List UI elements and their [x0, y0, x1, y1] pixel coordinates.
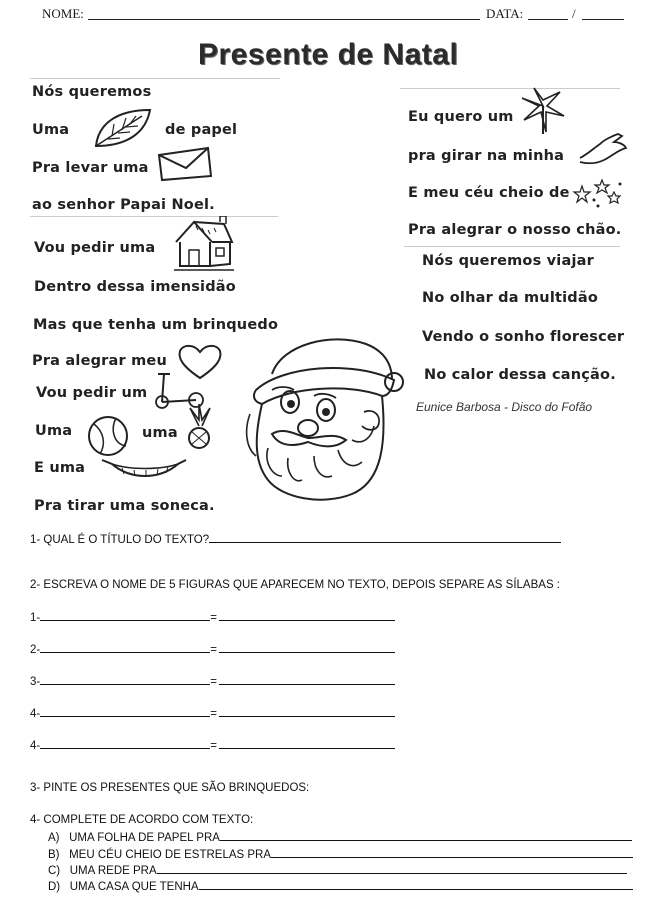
- divider: [30, 216, 278, 217]
- equals-sign: =: [210, 644, 217, 656]
- item-letter: C): [48, 865, 61, 877]
- question-4-item-c: [48, 863, 627, 877]
- equals-sign: =: [210, 612, 217, 624]
- question-2-item: [30, 674, 395, 688]
- divider: [30, 78, 280, 79]
- syllables-blank[interactable]: [219, 706, 395, 717]
- name-label: NOME:: [42, 6, 84, 21]
- date-label: DATA:: [486, 6, 524, 21]
- verse-line: Pra alegrar o nosso chão.: [408, 222, 622, 238]
- answer-b-blank[interactable]: [271, 847, 633, 858]
- divider: [404, 246, 620, 247]
- verse-line: No calor dessa canção.: [424, 367, 616, 383]
- ball-icon: [86, 414, 130, 458]
- item-text: UMA CASA QUE TENHA: [69, 881, 199, 893]
- item-number: 2-: [30, 644, 41, 656]
- question-1: [30, 532, 561, 546]
- question-4-item-b: [48, 847, 633, 861]
- syllables-blank[interactable]: [219, 738, 395, 749]
- equals-sign: =: [210, 708, 217, 720]
- figure-name-blank[interactable]: [40, 706, 210, 717]
- syllables-blank[interactable]: [219, 642, 395, 653]
- verse-line: Pra tirar uma soneca.: [34, 498, 215, 514]
- leaf-icon: [92, 106, 154, 150]
- header: [42, 4, 622, 22]
- verse-line: Vou pedir uma: [34, 240, 156, 256]
- equals-sign: =: [210, 740, 217, 752]
- verse-line: Nós queremos viajar: [422, 253, 594, 269]
- item-number: 3-: [30, 676, 41, 688]
- figure-name-blank[interactable]: [40, 738, 210, 749]
- verse-line: No olhar da multidão: [422, 290, 599, 306]
- answer-a-blank[interactable]: [220, 830, 632, 841]
- item-text: UMA FOLHA DE PAPEL PRA: [69, 832, 220, 844]
- date-separator: /: [572, 6, 576, 21]
- verse-line: Mas que tenha um brinquedo: [33, 317, 279, 333]
- divider: [400, 88, 620, 89]
- item-letter: D): [48, 881, 61, 893]
- verse-line: Dentro dessa imensidão: [34, 279, 236, 295]
- item-letter: B): [48, 849, 60, 861]
- figure-name-blank[interactable]: [40, 642, 210, 653]
- pineapple-icon: [182, 404, 216, 450]
- verse-line: de papel: [165, 122, 238, 138]
- envelope-icon: [156, 146, 214, 182]
- question-2-item: [30, 610, 395, 624]
- verse-line: Vendo o sonho florescer: [422, 329, 625, 345]
- hand-icon: [578, 128, 628, 168]
- house-icon: [172, 216, 236, 272]
- verse-line: Uma: [32, 122, 70, 138]
- question-2: 2- ESCREVA O NOME DE 5 FIGURAS QUE APARECEM NO TEXTO, DEPOIS SEPARE AS SÍLABAS :: [30, 579, 560, 591]
- question-4-item-a: [48, 830, 632, 844]
- verse-line: E meu céu cheio de: [408, 185, 570, 201]
- verse-line: Vou pedir um: [36, 385, 148, 401]
- verse-line: Pra levar uma: [32, 160, 149, 176]
- answer-1-blank[interactable]: [209, 532, 561, 543]
- figure-name-blank[interactable]: [40, 674, 210, 685]
- question-2-item: [30, 642, 395, 656]
- question-2-item: [30, 706, 395, 720]
- syllables-blank[interactable]: [219, 674, 395, 685]
- question-1-text: 1- QUAL É O TÍTULO DO TEXTO?: [30, 534, 210, 546]
- item-text: MEU CÉU CHEIO DE ESTRELAS PRA: [69, 849, 272, 861]
- name-blank[interactable]: [88, 19, 480, 20]
- verse-line: Uma: [35, 423, 73, 439]
- item-number: 4-: [30, 708, 41, 720]
- figure-name-blank[interactable]: [40, 610, 210, 621]
- question-4-item-d: [48, 879, 633, 893]
- question-2-item: [30, 738, 395, 752]
- pinwheel-icon: [520, 86, 566, 136]
- page-title: Presente de Natal: [198, 38, 459, 71]
- item-text: UMA REDE PRA: [69, 865, 157, 877]
- hammock-icon: [100, 456, 188, 482]
- santa-claus-icon: [242, 330, 408, 510]
- item-letter: A): [48, 832, 60, 844]
- stars-icon: [572, 176, 624, 210]
- verse-line: uma: [142, 425, 178, 441]
- date-day-blank[interactable]: [528, 19, 568, 20]
- verse-line: E uma: [34, 460, 86, 476]
- question-3: 3- PINTE OS PRESENTES QUE SÃO BRINQUEDOS:: [30, 782, 310, 794]
- syllables-blank[interactable]: [219, 610, 395, 621]
- date-month-blank[interactable]: [582, 19, 624, 20]
- answer-c-blank[interactable]: [157, 863, 627, 874]
- equals-sign: =: [210, 676, 217, 688]
- verse-line: ao senhor Papai Noel.: [32, 197, 215, 213]
- verse-line: Eu quero um: [408, 109, 514, 125]
- item-number: 4-: [30, 740, 41, 752]
- verse-line: pra girar na minha: [408, 148, 565, 164]
- verse-line: Pra alegrar meu: [32, 353, 167, 369]
- answer-d-blank[interactable]: [199, 879, 633, 890]
- item-number: 1-: [30, 612, 41, 624]
- song-credit: Eunice Barbosa - Disco do Fofão: [416, 400, 593, 414]
- question-4: 4- COMPLETE DE ACORDO COM TEXTO:: [30, 814, 254, 826]
- verse-line: Nós queremos: [32, 84, 152, 100]
